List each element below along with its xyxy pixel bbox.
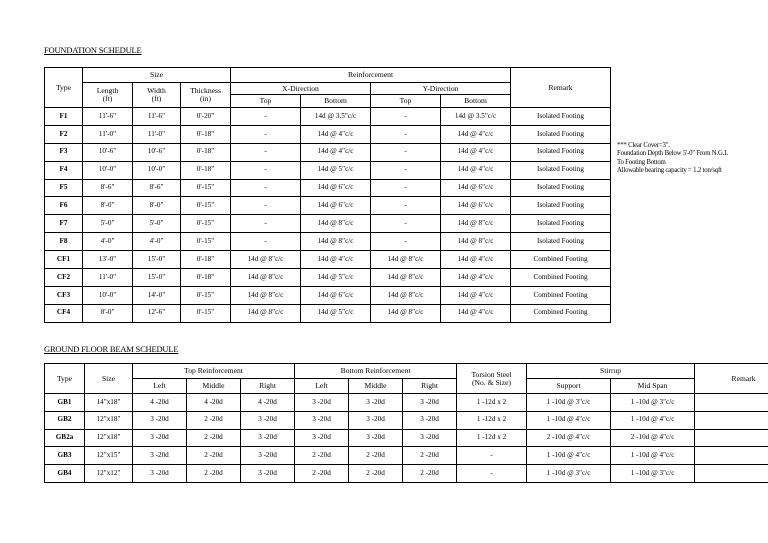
table-cell: 14'-0" — [133, 286, 181, 304]
table-cell: 5'-0" — [83, 215, 133, 233]
table-cell: 11'-0" — [133, 125, 181, 143]
table-cell: 4 -20d — [133, 394, 187, 412]
table-cell: 0'-18" — [181, 251, 231, 269]
beam-schedule-body — [45, 394, 768, 483]
table-cell: 14d @ 8"c/c — [441, 215, 511, 233]
table-cell: 3 -20d — [133, 447, 187, 465]
note-line: *** Clear Cover=3". — [617, 142, 670, 149]
table-cell: 3 -20d — [295, 394, 349, 412]
beam-header-top-middle: Middle — [187, 379, 241, 394]
table-cell: 10'-6" — [83, 143, 133, 161]
table-cell — [695, 411, 768, 429]
beam-header-stirrup: Stirrup — [527, 364, 695, 379]
table-row — [45, 286, 611, 304]
table-cell: 2 -20d — [349, 447, 403, 465]
table-cell: 3 -20d — [295, 429, 349, 447]
table-cell: 14d @ 8"c/c — [231, 286, 301, 304]
table-cell: 1 -10d @ 3"c/c — [527, 394, 611, 412]
beam-header-stirrup-support: Support — [527, 379, 611, 394]
foundation-header-y-direction: Y-Direction — [371, 83, 511, 95]
table-cell: 0'-15" — [181, 197, 231, 215]
beam-header-bottom-left: Left — [295, 379, 349, 394]
foundation-schedule-title: FOUNDATION SCHEDULE — [44, 45, 142, 55]
table-cell: Combined Footing — [511, 269, 611, 287]
foundation-notes — [617, 142, 767, 176]
table-cell: 1 -12d x 2 — [457, 429, 527, 447]
table-cell: 2 -20d — [403, 465, 457, 483]
table-cell: 2 -10d @ 4"c/c — [611, 429, 695, 447]
table-cell: 14d @ 4"c/c — [301, 251, 371, 269]
table-cell: 12"x18" — [85, 429, 133, 447]
beam-header-top-reinforcement: Top Reinforcement — [133, 364, 295, 379]
note-line: To Footing Bottom — [617, 158, 666, 166]
foundation-header-type: Type — [45, 68, 83, 108]
table-cell: 14d @ 6"c/c — [441, 179, 511, 197]
table-cell: 0'-20" — [181, 108, 231, 126]
table-cell: 4'-0" — [83, 233, 133, 251]
row-type-cell: CF4 — [45, 304, 83, 322]
foundation-header-x-top: Top — [231, 95, 301, 108]
table-cell: 14d @ 4"c/c — [441, 269, 511, 287]
table-cell: 0'-15" — [181, 179, 231, 197]
table-cell: 2 -20d — [187, 411, 241, 429]
beam-header-stirrup-mid-span: Mid Span — [611, 379, 695, 394]
table-cell: 5'-0" — [133, 215, 181, 233]
table-cell: - — [231, 179, 301, 197]
table-row — [45, 108, 611, 126]
table-cell — [695, 429, 768, 447]
table-row — [45, 143, 611, 161]
row-type-cell: F1 — [45, 108, 83, 126]
table-cell: 11'-0" — [83, 125, 133, 143]
table-cell: - — [231, 215, 301, 233]
row-type-cell: F8 — [45, 233, 83, 251]
table-cell: 3 -20d — [241, 429, 295, 447]
beam-schedule-title: GROUND FLOOR BEAM SCHEDULE — [44, 344, 179, 354]
table-cell: 14d @ 8"c/c — [301, 215, 371, 233]
table-cell: - — [371, 143, 441, 161]
table-row — [45, 125, 611, 143]
table-cell: 8'-0" — [83, 197, 133, 215]
beam-header-bottom-right: Right — [403, 379, 457, 394]
table-cell: 3 -20d — [133, 411, 187, 429]
table-cell: 14d @ 4"c/c — [441, 125, 511, 143]
foundation-header-reinforcement: Reinforcement — [231, 68, 511, 83]
table-cell: Combined Footing — [511, 251, 611, 269]
table-cell: - — [231, 197, 301, 215]
table-cell: 0'-15" — [181, 286, 231, 304]
table-cell: - — [231, 108, 301, 126]
table-cell: 10'-0" — [133, 161, 181, 179]
beam-header-bottom-middle: Middle — [349, 379, 403, 394]
table-cell: 8'-0" — [133, 197, 181, 215]
foundation-header-y-bottom: Bottom — [441, 95, 511, 108]
table-cell: 14d @ 4"c/c — [441, 143, 511, 161]
table-cell: 3 -20d — [403, 429, 457, 447]
table-cell: 14d @ 4"c/c — [301, 125, 371, 143]
table-cell: 10'-6" — [133, 143, 181, 161]
table-cell: 2 -20d — [403, 447, 457, 465]
table-cell: 3 -20d — [349, 411, 403, 429]
table-row — [45, 394, 768, 412]
table-cell: 1 -10d @ 4"c/c — [527, 447, 611, 465]
table-row — [45, 215, 611, 233]
table-row — [45, 233, 611, 251]
table-cell: 14d @ 8"c/c — [371, 269, 441, 287]
row-type-cell: CF3 — [45, 286, 83, 304]
table-cell: - — [231, 233, 301, 251]
table-cell: - — [457, 465, 527, 483]
table-cell: - — [371, 125, 441, 143]
foundation-header-length — [83, 83, 133, 108]
table-cell: 0'-18" — [181, 125, 231, 143]
table-row — [45, 429, 768, 447]
foundation-header-width-line1: Width — [147, 86, 166, 96]
table-cell: 2 -20d — [187, 465, 241, 483]
foundation-header-size: Size — [83, 68, 231, 83]
beam-header-bottom-reinforcement: Bottom Reinforcement — [295, 364, 457, 379]
table-cell: - — [231, 125, 301, 143]
table-cell: 14d @ 8"c/c — [231, 304, 301, 322]
table-row — [45, 197, 611, 215]
table-cell: 14"x18" — [85, 394, 133, 412]
row-type-cell: GB1 — [45, 394, 85, 412]
table-cell: 3 -20d — [241, 411, 295, 429]
table-cell: Isolated Footing — [511, 233, 611, 251]
table-cell: 8'-6" — [133, 179, 181, 197]
table-cell: 1 -10d @ 4"c/c — [611, 447, 695, 465]
table-cell: 14d @ 6"c/c — [301, 179, 371, 197]
table-cell: Combined Footing — [511, 304, 611, 322]
table-cell: 8'-6" — [83, 179, 133, 197]
table-cell: 12"x12" — [85, 465, 133, 483]
table-cell: 11'-6" — [83, 108, 133, 126]
table-cell: 1 -10d @ 3"c/c — [611, 465, 695, 483]
beam-header-torsion-line2: (No. & Size) — [472, 377, 512, 387]
table-cell: 14d @ 6"c/c — [301, 197, 371, 215]
table-cell: 14d @ 8"c/c — [441, 233, 511, 251]
table-cell: 3 -20d — [133, 429, 187, 447]
table-cell: 13'-0" — [83, 251, 133, 269]
table-cell: 3 -20d — [133, 465, 187, 483]
table-cell: 4'-0" — [133, 233, 181, 251]
table-cell: Isolated Footing — [511, 215, 611, 233]
beam-header-size: Size — [85, 364, 133, 394]
table-cell: Isolated Footing — [511, 125, 611, 143]
table-cell: - — [457, 447, 527, 465]
table-row — [45, 269, 611, 287]
table-cell: 14d @ 4"c/c — [441, 161, 511, 179]
foundation-header-x-direction: X-Direction — [231, 83, 371, 95]
table-cell: 3 -20d — [349, 394, 403, 412]
foundation-header-remark: Remark — [511, 68, 611, 108]
table-cell: 0'-15" — [181, 233, 231, 251]
table-cell: Isolated Footing — [511, 197, 611, 215]
table-cell: 0'-15" — [181, 304, 231, 322]
table-cell: 14d @ 3.5"c/c — [301, 108, 371, 126]
note-line: Foundation Depth Below 5'-0" From N.G.L — [617, 150, 729, 158]
table-cell: 2 -20d — [295, 447, 349, 465]
table-cell: - — [231, 161, 301, 179]
table-cell: 14d @ 6"c/c — [441, 197, 511, 215]
row-type-cell: CF2 — [45, 269, 83, 287]
table-cell: 1 -10d @ 4"c/c — [527, 411, 611, 429]
foundation-header-y-top: Top — [371, 95, 441, 108]
beam-schedule-table — [44, 363, 768, 483]
table-cell: - — [231, 143, 301, 161]
table-cell: 15'-0" — [133, 269, 181, 287]
row-type-cell: F7 — [45, 215, 83, 233]
row-type-cell: GB2 — [45, 411, 85, 429]
table-cell: 2 -10d @ 4"c/c — [527, 429, 611, 447]
table-cell: 14d @ 4"c/c — [441, 286, 511, 304]
row-type-cell: F5 — [45, 179, 83, 197]
table-row — [45, 447, 768, 465]
table-cell: 3 -20d — [295, 411, 349, 429]
table-cell: 14d @ 8"c/c — [231, 269, 301, 287]
table-cell: 14d @ 8"c/c — [371, 251, 441, 269]
table-cell: 14d @ 5"c/c — [301, 269, 371, 287]
table-cell: 1 -10d @ 3"c/c — [611, 394, 695, 412]
table-cell: 3 -20d — [349, 429, 403, 447]
table-cell: Isolated Footing — [511, 179, 611, 197]
table-cell: 15'-0" — [133, 251, 181, 269]
foundation-header-length-line1: Length — [96, 86, 119, 96]
table-cell: - — [371, 233, 441, 251]
table-cell: 14d @ 3.5"c/c — [441, 108, 511, 126]
table-cell: 14d @ 5"c/c — [301, 161, 371, 179]
table-cell: 11'-6" — [133, 108, 181, 126]
table-cell: 1 -12d x 2 — [457, 411, 527, 429]
row-type-cell: F3 — [45, 143, 83, 161]
table-cell: - — [371, 108, 441, 126]
table-cell: 3 -20d — [241, 447, 295, 465]
table-cell: 11'-0" — [83, 269, 133, 287]
table-row — [45, 465, 768, 483]
table-cell: 0'-15" — [181, 215, 231, 233]
table-cell: Isolated Footing — [511, 161, 611, 179]
table-row — [45, 411, 768, 429]
row-type-cell: CF1 — [45, 251, 83, 269]
foundation-header-thickness-line2: (in) — [200, 94, 211, 103]
row-type-cell: GB3 — [45, 447, 85, 465]
foundation-header-length-line2: (ft) — [102, 94, 113, 103]
table-cell: 1 -10d @ 4"c/c — [611, 411, 695, 429]
beam-header-remark: Remark — [695, 364, 768, 394]
note-line: Allowable bearing capacity = 1.2 ton/sqft — [617, 167, 722, 175]
table-cell: 14d @ 8"c/c — [301, 233, 371, 251]
table-cell: 14d @ 4"c/c — [301, 143, 371, 161]
table-cell: 3 -20d — [403, 394, 457, 412]
table-cell: 0'-18" — [181, 143, 231, 161]
foundation-header-thickness-line1: Thickness — [190, 86, 221, 96]
table-cell: 1 -10d @ 3"c/c — [527, 465, 611, 483]
table-cell: Isolated Footing — [511, 143, 611, 161]
table-cell: 10'-0" — [83, 161, 133, 179]
foundation-header-width-line2: (ft) — [151, 94, 162, 103]
table-cell: 10'-0" — [83, 286, 133, 304]
table-cell: Isolated Footing — [511, 108, 611, 126]
table-cell: 14d @ 8"c/c — [371, 286, 441, 304]
table-cell — [695, 465, 768, 483]
beam-header-torsion-line1: Torsion Steel — [471, 369, 512, 379]
row-type-cell: GB2a — [45, 429, 85, 447]
beam-header-torsion-steel — [457, 364, 527, 394]
table-row — [45, 179, 611, 197]
row-type-cell: GB4 — [45, 465, 85, 483]
table-cell: 2 -20d — [295, 465, 349, 483]
table-cell: 4 -20d — [187, 394, 241, 412]
table-cell: Combined Footing — [511, 286, 611, 304]
table-cell: 4 -20d — [241, 394, 295, 412]
table-cell: 14d @ 4"c/c — [441, 251, 511, 269]
table-cell: 12"x15" — [85, 447, 133, 465]
table-cell: 14d @ 6"c/c — [301, 286, 371, 304]
row-type-cell: F6 — [45, 197, 83, 215]
table-cell: 0'-18" — [181, 269, 231, 287]
table-cell — [695, 394, 768, 412]
table-row — [45, 251, 611, 269]
table-cell: 14d @ 4"c/c — [441, 304, 511, 322]
table-cell: - — [371, 179, 441, 197]
beam-header-top-right: Right — [241, 379, 295, 394]
row-type-cell: F4 — [45, 161, 83, 179]
table-cell: 1 -12d x 2 — [457, 394, 527, 412]
table-cell: 0'-18" — [181, 161, 231, 179]
table-cell: 14d @ 5"c/c — [301, 304, 371, 322]
table-cell: 3 -20d — [241, 465, 295, 483]
table-cell: 2 -20d — [187, 429, 241, 447]
row-type-cell: F2 — [45, 125, 83, 143]
table-cell: - — [371, 197, 441, 215]
beam-header-type: Type — [45, 364, 85, 394]
foundation-header-width — [133, 83, 181, 108]
table-row — [45, 304, 611, 322]
beam-header-top-left: Left — [133, 379, 187, 394]
foundation-header-x-bottom: Bottom — [301, 95, 371, 108]
table-row — [45, 161, 611, 179]
table-cell: 8'-0" — [83, 304, 133, 322]
table-cell — [695, 447, 768, 465]
foundation-schedule-body — [45, 108, 611, 323]
table-cell: 2 -20d — [187, 447, 241, 465]
table-cell: - — [371, 215, 441, 233]
foundation-header-thickness — [181, 83, 231, 108]
table-cell: 2 -20d — [349, 465, 403, 483]
table-cell: 12'-6" — [133, 304, 181, 322]
table-cell: 14d @ 8"c/c — [231, 251, 301, 269]
foundation-schedule-table — [44, 67, 611, 323]
table-cell: - — [371, 161, 441, 179]
table-cell: 3 -20d — [403, 411, 457, 429]
table-cell: 12"x18" — [85, 411, 133, 429]
table-cell: 14d @ 8"c/c — [371, 304, 441, 322]
